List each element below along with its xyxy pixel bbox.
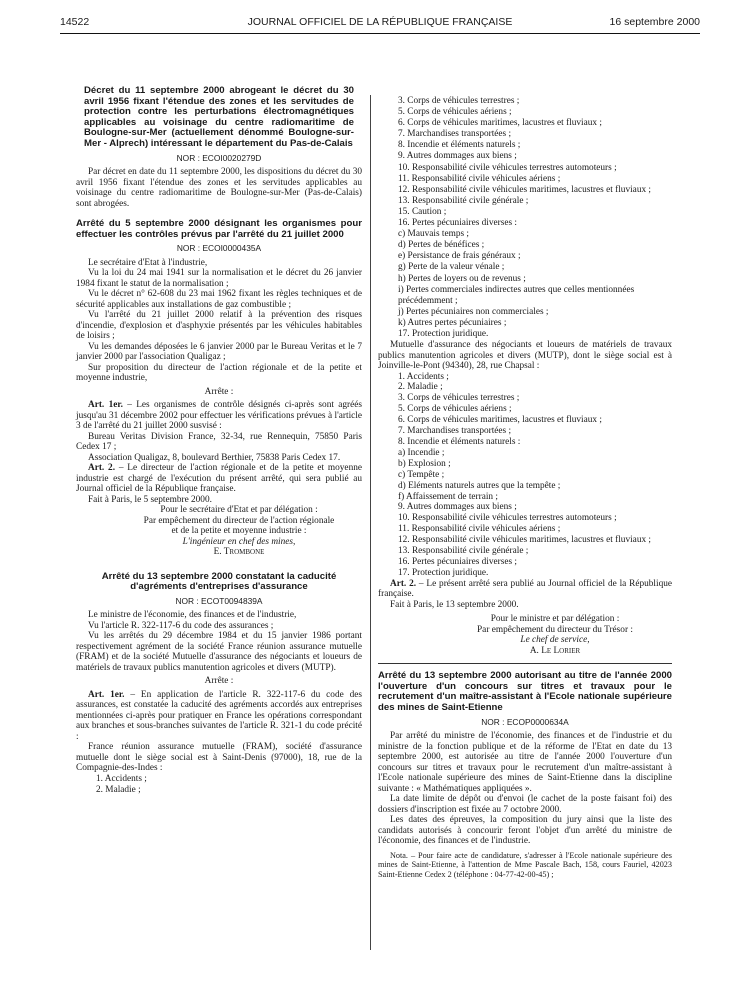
arrete1-paragraph: Vu les demandes déposées le 6 janvier 2000 par le Bureau Veritas et le 7 janvier 2000 par l'association Qualigaz ; [76, 341, 362, 363]
list-item: g) Perte de la valeur vénale ; [398, 262, 505, 273]
arrete1-paragraph: Vu le décret n° 62-608 du 23 mai 1962 fixant les règles techniques et de sécurité applicables aux installations de gaz combustible ; [76, 289, 362, 310]
left-column [76, 86, 362, 796]
list-item: 13. Responsabilité civile générale ; [398, 195, 529, 206]
list-item: 11. Responsabilité civile véhicules aériens ; [398, 173, 561, 184]
list-item: 3. Corps de véhicules terrestres ; [398, 96, 520, 106]
arrete2-fram: France réunion assurance mutuelle (FRAM), société d'assurance mutuelle dont le siège social est à Saint-Denis (97000), 18, rue de la Compagnie-des-Indes : [76, 742, 362, 774]
list-item: 16. Pertes pécuniaires diverses ; [398, 556, 518, 567]
journal-title: JOURNAL OFFICIEL DE LA RÉPUBLIQUE FRANÇAISE [247, 16, 513, 28]
arrete3-nor: NOR : ECOP0000634A [481, 716, 569, 727]
arrete1-organism: Association Qualigaz, 8, boulevard Berthier, 75838 Paris Cedex 17. [88, 452, 341, 463]
arrete1-signatory: E. Trombone [213, 547, 265, 558]
section-rule [378, 663, 672, 664]
arrete1-paragraph: Le secrétaire d'Etat à l'industrie, [88, 257, 208, 268]
list-item: 5. Corps de véhicules aériens ; [398, 404, 512, 415]
list-item: 10. Responsabilité civile véhicules terrestres automoteurs ; [398, 513, 617, 524]
arrete1-signature: Par empêchement du directeur de l'action régionale [143, 515, 335, 526]
arrete2-signature: Le chef de service, [520, 635, 590, 646]
list-item: 10. Responsabilité civile véhicules terrestres automoteurs ; [398, 162, 617, 173]
list-item: b) Explosion ; [398, 458, 451, 469]
arrete2-article-1: Art. 1er. – En application de l'article R. 322-117-6 du code des assurances, est constatée la caducité des agréments accordés aux entreprises mentionnées ci-après pour pratiquer en France les opérations correspondant aux branches et sous-branches suivantes de l'article R. 321-1 du code précité : [76, 689, 362, 742]
list-item: k) Autres pertes pécuniaires ; [398, 317, 507, 328]
list-item: i) Pertes commerciales indirectes autres que celles mentionnées précédemment ; [398, 284, 635, 306]
list-item: 13. Responsabilité civile générale ; [398, 546, 529, 557]
list-item: 7. Marchandises transportées ; [398, 426, 512, 437]
list-item: 16. Pertes pécuniaires diverses : [398, 218, 518, 229]
decret-nor: NOR : ECOI0020279D [176, 152, 262, 163]
list-item: j) Pertes pécuniaires non commerciales ; [398, 306, 549, 317]
arrete1-arrete: Arrête : [204, 386, 234, 397]
list-item: 17. Protection juridique. [398, 328, 489, 339]
arrete2-paragraph: Le ministre de l'économie, des finances et de l'industrie, [88, 610, 297, 621]
arrete1-paragraph: Sur proposition du directeur de l'action régionale et de la petite et moyenne industrie, [76, 362, 362, 384]
list-item: 3. Corps de véhicules terrestres ; [398, 393, 520, 404]
arrete1-fait: Fait à Paris, le 5 septembre 2000. [88, 494, 212, 505]
list-item: d) Eléments naturels autres que la tempête ; [398, 480, 561, 491]
list-item: 7. Marchandises transportées ; [398, 129, 512, 140]
page-number: 14522 [60, 16, 90, 28]
list-item: 1. Accidents ; [398, 371, 449, 382]
arrete1-signature: Pour le secrétaire d'Etat et par délégation : [160, 505, 318, 516]
column-divider [370, 95, 371, 950]
list-item: e) Persistance de frais généraux ; [398, 251, 521, 262]
list-item: 1. Accidents ; [96, 773, 147, 784]
arrete3-paragraph: Les dates des épreuves, la composition du jury ainsi que la liste des candidats autorisés à concourir feront l'objet d'un arrêté du ministre de l'économie, des finances et de l'industrie. [378, 815, 672, 847]
arrete2-signatory: A. Le Lorier [529, 645, 581, 656]
arrete3-paragraph: Par arrêté du ministre de l'économie, des finances et de l'industrie et du ministre de la fonction publique et de la réforme de l'Etat en date du 13 septembre 2000, est autorisée au titre de l'année 2000 l'ouverture d'un concours sur titres et travaux pour le recrutement d'un maître-assistant à l'Ecole nationale supérieure des mines de Saint-Etienne dans la discipline suivante : « Mathématiques appliquées ». [378, 731, 672, 794]
list-item: c) Mauvais temps ; [398, 229, 470, 240]
list-item: 17. Protection juridique. [398, 567, 489, 578]
list-item: 15. Caution ; [398, 206, 447, 217]
arrete1-signature: L'ingénieur en chef des mines, [182, 536, 296, 547]
arrete1-signature: et de la petite et moyenne industrie : [171, 526, 307, 537]
arrete1-title: Arrêté du 5 septembre 2000 désignant les organismes pour effectuer les contrôles prévus par l'arrêté du 21 juillet 2000 [76, 218, 362, 240]
right-column [378, 96, 672, 879]
arrete2-mutp: Mutuelle d'assurance des négociants et loueurs de matériels de travaux publics manutention agricoles et divers (MUTP), dont le siège social est à Joinville-le-Pont (94340), 28, rue Chapsal : [378, 340, 672, 372]
list-item: 8. Incendie et éléments naturels : [398, 437, 521, 447]
fram-branch-list [76, 774, 362, 796]
arrete2-signature: Par empêchement du directeur du Trésor : [477, 624, 633, 635]
list-item: 8. Incendie et éléments naturels ; [398, 140, 521, 151]
list-item: 6. Corps de véhicules maritimes, lacustres et fluviaux ; [398, 415, 602, 426]
arrete3-note: Nota. – Pour faire acte de candidature, s'adresser à l'Ecole nationale supérieure des mines de Saint-Etienne, à l'attention de Mme Pascale Bach, 158, cours Fauriel, 42023 Saint-Etienne Cedex 2 (téléphone : 04-77-42-00-45) ; [378, 850, 672, 879]
list-item: 2. Maladie ; [398, 382, 443, 393]
arrete1-article-1: Art. 1er. – Les organismes de contrôle désignés ci-après sont agréés jusqu'au 31 décembre 2002 pour effectuer les vérifications prévues à l'article 3 de l'arrêté du 21 juillet 2000 susvisé : [76, 400, 362, 432]
decret-title: Décret du 11 septembre 2000 abrogeant le décret du 30 avril 1956 fixant l'étendue des zones et les servitudes de protection contre les perturbations électromagnétiques applicables au voisinage du centre radiomaritime de Boulogne-sur-Mer (actuellement dénommé Boulogne-sur-Mer - Alprech) intéressant le département du Pas-de-Calais [84, 85, 354, 149]
arrete1-paragraph: Vu l'arrêté du 21 juillet 2000 relatif à la prévention des risques d'incendie, d'explosion et d'asphyxie présentés par les véhicules habitables de loisirs ; [76, 310, 362, 342]
arrete3-paragraph: La date limite de dépôt ou d'envoi (le cachet de la poste faisant foi) des dossiers d'inscription est fixée au 7 octobre 2000. [378, 794, 672, 815]
list-item: 12. Responsabilité civile véhicules maritimes, lacustres et fluviaux ; [398, 535, 652, 546]
arrete1-organism: Bureau Veritas Division France, 32-34, rue Rennequin, 75850 Paris Cedex 17 ; [76, 431, 362, 453]
arrete2-nor: NOR : ECOT0094839A [175, 595, 263, 606]
list-item: a) Incendie ; [398, 447, 445, 458]
list-item: h) Pertes de loyers ou de revenus ; [398, 273, 526, 284]
header-rule [60, 33, 700, 34]
arrete2-paragraph: Vu l'article R. 322-117-6 du code des assurances ; [88, 620, 274, 631]
list-item: 5. Corps de véhicules aériens ; [398, 107, 512, 118]
arrete2-article-2: Art. 2. – Le présent arrêté sera publié au Journal officiel de la République française. [378, 578, 672, 600]
arrete1-nor: NOR : ECOI0000435A [176, 243, 262, 254]
decret-body: Par décret en date du 11 septembre 2000, les dispositions du décret du 30 avril 1956 fixant l'étendue des zones et les servitudes applicables au voisinage du centre radiomaritime de Boulogne-sur-Mer (Pas-de-Calais) sont abrogées. [76, 167, 362, 209]
list-item: 9. Autres dommages aux biens ; [398, 151, 517, 162]
mutp-branch-list [378, 372, 672, 579]
fram-branch-list-continued [378, 96, 672, 340]
list-item: 12. Responsabilité civile véhicules maritimes, lacustres et fluviaux ; [398, 184, 652, 195]
arrete2-signature: Pour le ministre et par délégation : [490, 614, 620, 625]
arrete2-fait: Fait à Paris, le 13 septembre 2000. [390, 599, 519, 610]
issue-date: 16 septembre 2000 [609, 16, 700, 28]
list-item: d) Pertes de bénéfices ; [398, 240, 485, 251]
list-item: c) Tempête ; [398, 469, 445, 480]
arrete1-paragraph: Vu la loi du 24 mai 1941 sur la normalisation et le décret du 26 janvier 1984 fixant le statut de la normalisation ; [76, 268, 362, 289]
arrete2-arrete: Arrête : [204, 676, 234, 687]
list-item: 2. Maladie ; [96, 785, 141, 796]
list-item: 6. Corps de véhicules maritimes, lacustres et fluviaux ; [398, 118, 602, 129]
list-item: 11. Responsabilité civile véhicules aériens ; [398, 524, 561, 535]
list-item: 9. Autres dommages aux biens ; [398, 502, 517, 513]
arrete2-paragraph: Vu les arrêtés du 29 décembre 1984 et du 15 janvier 1986 portant respectivement agrément de la société France réunion assurance mutuelle (FRAM) et de la société Mutuelle d'assurance des négociants et loueurs de matériels de travaux publics manutention agricoles et divers (MUTP). [76, 631, 362, 673]
arrete1-article-2: Art. 2. – Le directeur de l'action régionale et de la petite et moyenne industrie est chargé de l'exécution du présent arrêté, qui sera publié au Journal officiel de la République française. [76, 463, 362, 495]
page-header [60, 16, 700, 32]
arrete3-title: Arrêté du 13 septembre 2000 autorisant au titre de l'année 2000 l'ouverture d'un concours sur titres et travaux pour le recrutement d'un maître-assistant à l'Ecole nationale supérieure des mines de Saint-Etienne [378, 670, 672, 714]
list-item: f) Affaissement de terrain ; [398, 491, 498, 502]
arrete2-title: Arrêté du 13 septembre 2000 constatant la caducité d'agréments d'entreprises d'assurance [101, 570, 337, 593]
